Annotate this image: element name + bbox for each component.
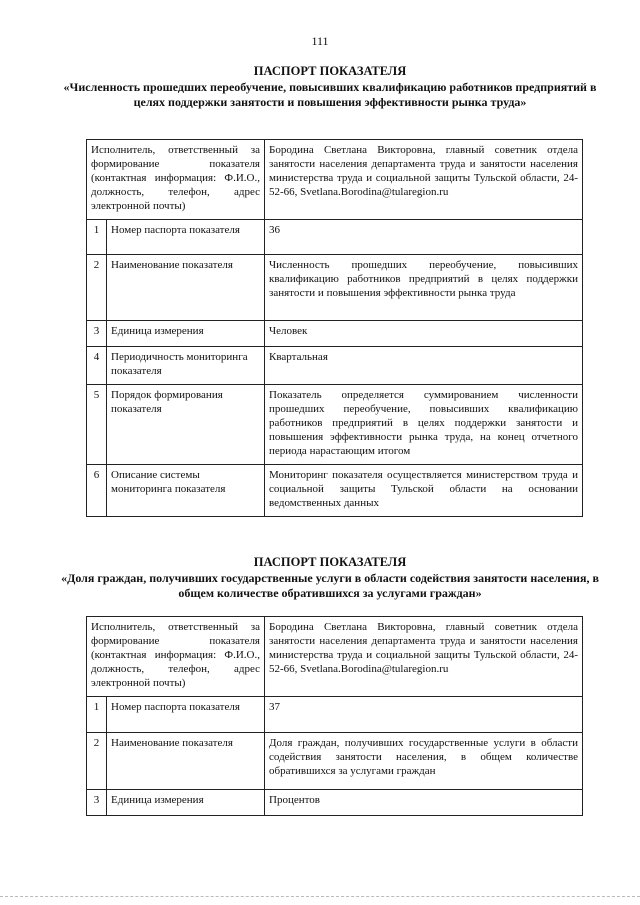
executor-value: Бородина Светлана Викторовна, главный советник отдела занятости населения департамента труда и занятости населения министерства труда и социальной защиты Тульской области, 24-52-66, Svetlana.Borodina@tularegion.ru [265, 140, 583, 220]
executor-label: Исполнитель, ответственный за формирование показателя (контактная информация: Ф.И.О., должность, телефон, адрес электронной почты) [87, 617, 265, 697]
table-row [87, 255, 583, 321]
row-value: Показатель определяется суммированием численности прошедших переобучение, повысивших квалификацию работников предприятий в целях поддержки занятости и повышения эффективности рынка труда, на конец отчетного периода нарастающим итогом [265, 385, 583, 465]
page-bottom-rule [0, 896, 640, 897]
table-row [87, 790, 583, 816]
row-number: 6 [87, 465, 107, 517]
passport-1-heading [60, 64, 600, 110]
row-label: Номер паспорта показателя [107, 697, 265, 733]
row-label: Единица измерения [107, 321, 265, 347]
row-value: Численность прошедших переобучение, повысивших квалификацию работников предприятий в целях поддержки занятости и повышения эффективности рынка труда [265, 255, 583, 321]
passport-1-subtitle: «Численность прошедших переобучение, повысивших квалификацию работников предприятий в целях поддержки занятости и повышения эффективности рынка труда» [63, 80, 597, 109]
row-value: Человек [265, 321, 583, 347]
passport-2-executor-row [87, 617, 583, 697]
row-number: 3 [87, 321, 107, 347]
passport-2-title: ПАСПОРТ ПОКАЗАТЕЛЯ [253, 555, 407, 569]
row-label: Наименование показателя [107, 733, 265, 790]
row-number: 3 [87, 790, 107, 816]
row-number: 1 [87, 220, 107, 255]
table-row [87, 465, 583, 517]
row-value: Мониторинг показателя осуществляется министерством труда и социальной защиты Тульской области на основании ведомственных данных [265, 465, 583, 517]
row-number: 5 [87, 385, 107, 465]
passport-1-table [86, 139, 583, 517]
table-row [87, 321, 583, 347]
row-label: Единица измерения [107, 790, 265, 816]
row-label: Наименование показателя [107, 255, 265, 321]
row-label: Порядок формирования показателя [107, 385, 265, 465]
row-value: Квартальная [265, 347, 583, 385]
table-row [87, 220, 583, 255]
executor-value: Бородина Светлана Викторовна, главный советник отдела занятости населения департамента труда и занятости населения министерства труда и социальной защиты Тульской области, 24-52-66, Svetlana.Borodina@tularegion.ru [265, 617, 583, 697]
table-row [87, 385, 583, 465]
table-row [87, 347, 583, 385]
row-value: 36 [265, 220, 583, 255]
executor-label: Исполнитель, ответственный за формирование показателя (контактная информация: Ф.И.О., должность, телефон, адрес электронной почты) [87, 140, 265, 220]
row-label: Периодичность мониторинга показателя [107, 347, 265, 385]
row-number: 4 [87, 347, 107, 385]
table-row [87, 733, 583, 790]
row-value: Доля граждан, получивших государственные услуги в области содействия занятости населения, в общем количестве обратившихся за услугами граждан [265, 733, 583, 790]
passport-2-table [86, 616, 583, 816]
passport-1-executor-row [87, 140, 583, 220]
row-number: 2 [87, 255, 107, 321]
passport-2-subtitle: «Доля граждан, получивших государственные услуги в области содействия занятости населения, в общем количестве обратившихся за услугами граждан» [61, 571, 599, 600]
page-number: 111 [311, 34, 329, 48]
passport-2-heading [60, 555, 600, 601]
row-value: 37 [265, 697, 583, 733]
row-value: Процентов [265, 790, 583, 816]
row-label: Номер паспорта показателя [107, 220, 265, 255]
table-row [87, 697, 583, 733]
passport-1-title: ПАСПОРТ ПОКАЗАТЕЛЯ [253, 64, 407, 78]
row-label: Описание системы мониторинга показателя [107, 465, 265, 517]
row-number: 1 [87, 697, 107, 733]
row-number: 2 [87, 733, 107, 790]
